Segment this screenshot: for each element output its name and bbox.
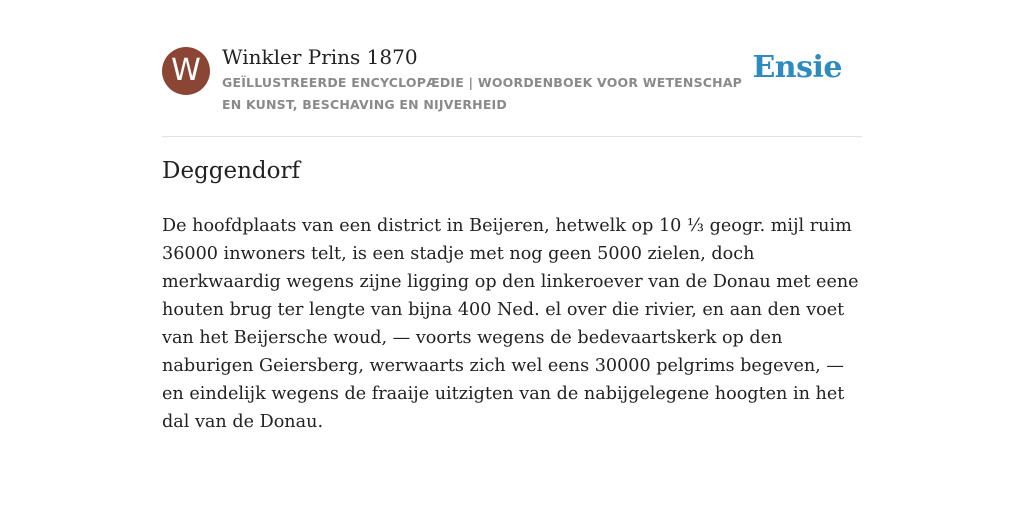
source-header — [162, 44, 862, 137]
source-avatar[interactable]: W — [162, 47, 210, 95]
source-subtitle: GEÏLLUSTREERDE ENCYCLOPÆDIE | WOORDENBOEK VOOR WETENSCHAP EN KUNST, BESCHAVING EN NIJVERHEID — [222, 75, 743, 112]
entry-body: De hoofdplaats van een district in Beijeren, hetwelk op 10 ⅓ geogr. mijl ruim 36000 inwoners telt, is een stadje met nog geen 5000 zielen, doch merkwaardig wegens zijne ligging op den linkeroever van de Donau met eene houten brug ter lengte van bijna 400 Ned. el over die rivier, en aan den voet van het Beijersche woud, — voorts wegens de bedevaartskerk op den naburigen Geiersberg, werwaarts zich wel eens 30000 pelgrims begeven, — en eindelijk wegens de fraaije uitzigten van de nabijgelegene hoogten in het dal van de Donau. — [162, 216, 859, 432]
ensie-logo-link[interactable]: Ensie — [752, 50, 842, 85]
entry-title: Deggendorf — [162, 158, 300, 184]
source-title[interactable]: Winkler Prins 1870 — [222, 45, 418, 69]
entry-card — [162, 0, 862, 512]
